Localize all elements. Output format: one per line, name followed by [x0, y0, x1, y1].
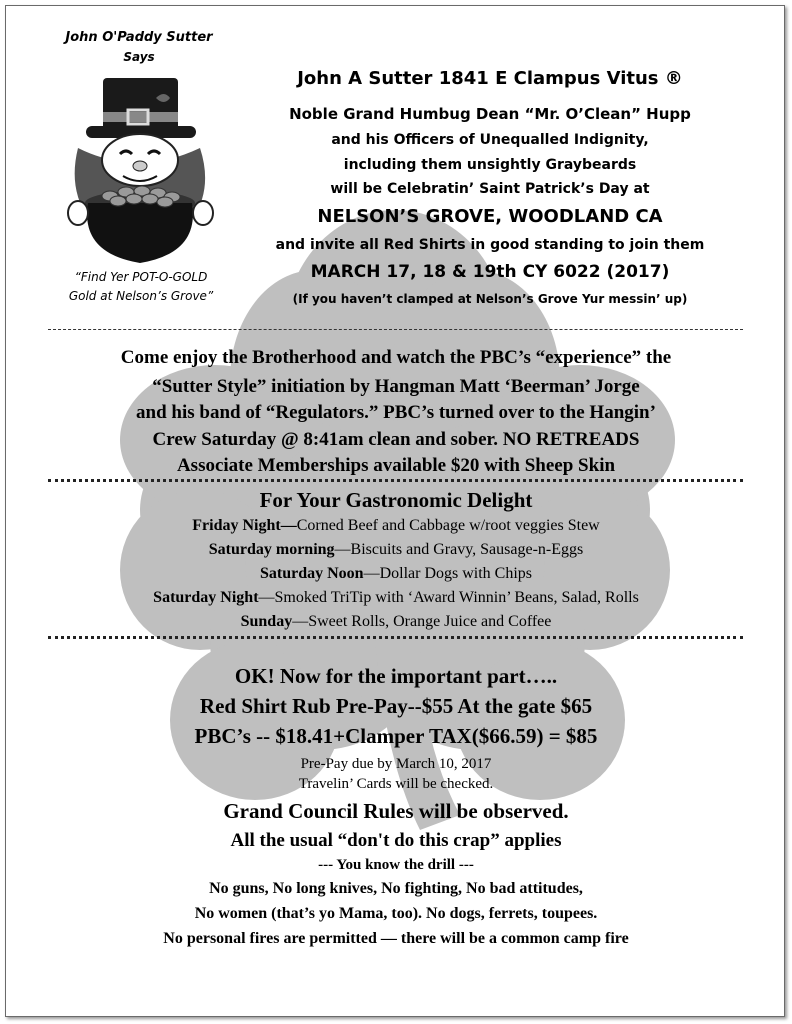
brotherhood-line: Come enjoy the Brotherhood and watch the PBC’s “experience” the [120, 347, 672, 368]
rules-title: Grand Council Rules will be observed. [223, 799, 569, 823]
header-note: (If you haven’t clamped at Nelson’s Grove Yur messin’ up) [292, 292, 688, 306]
menu-item-sep: — [280, 517, 297, 534]
mascot-says-line2: Says [123, 50, 155, 64]
pricing-headline: OK! Now for the important part….. [234, 664, 558, 688]
menu-item-label: Saturday Noon [259, 565, 364, 582]
menu-item [0, 517, 792, 535]
header-line2: and his Officers of Unequalled Indignity, [331, 132, 649, 148]
menu-item-sep: — [334, 541, 351, 558]
menu-item [0, 589, 792, 607]
rules-line4: No personal fires are permitted — there will be a common camp fire [163, 930, 629, 947]
menu-item [0, 565, 792, 583]
header-line5: and invite all Red Shirts in good standing to join them [275, 237, 705, 253]
menu-item-sep: — [363, 565, 380, 582]
divider-dotted [48, 636, 743, 639]
divider-dashed [48, 329, 743, 330]
mascot-caption-line2: Gold at Nelson’s Grove” [68, 289, 214, 303]
menu-item-text: Corned Beef and Cabbage w/root veggies Stew [296, 517, 600, 534]
menu-item-text: Dollar Dogs with Chips [379, 565, 533, 582]
brotherhood-line: Associate Memberships available $20 with Sheep Skin [176, 455, 616, 476]
rules-line2: No guns, No long knives, No fighting, No bad attitudes, [209, 880, 583, 897]
org-title: John A Sutter 1841 E Clampus Vitus ® [297, 68, 683, 89]
pbc-price: PBC’s -- $18.41+Clamper TAX($66.59) = $85 [194, 724, 598, 748]
menu-item-text: Biscuits and Gravy, Sausage-n-Eggs [350, 541, 584, 558]
rules-line1: All the usual “don't do this crap” applies [230, 830, 562, 851]
header-line1: Noble Grand Humbug Dean “Mr. O’Clean” Hupp [289, 105, 691, 123]
mascot-caption-line1: “Find Yer POT-O-GOLD [74, 270, 208, 284]
menu-item-sep: — [258, 589, 275, 606]
menu-item-text: Sweet Rolls, Orange Juice and Coffee [308, 613, 552, 630]
menu-item-label: Saturday Night [153, 589, 259, 606]
menu-title: For Your Gastronomic Delight [259, 488, 533, 512]
divider-dotted [48, 479, 743, 482]
event-location: NELSON’S GROVE, WOODLAND CA [317, 206, 663, 227]
header-line4: will be Celebratin’ Saint Patrick’s Day at [330, 181, 650, 197]
prepay-due: Pre-Pay due by March 10, 2017 [300, 756, 492, 772]
leprechaun-illustration [48, 68, 228, 268]
menu-item [0, 541, 792, 559]
menu-item [0, 613, 792, 631]
event-dates: MARCH 17, 18 & 19th CY 6022 (2017) [310, 262, 670, 282]
brotherhood-line: “Sutter Style” initiation by Hangman Matt ‘Beerman’ Jorge [152, 376, 640, 397]
menu-item-label: Friday Night [192, 517, 281, 534]
red-shirt-price: Red Shirt Rub Pre-Pay--$55 At the gate $65 [199, 694, 593, 718]
rules-drill: --- You know the drill --- [318, 857, 474, 873]
travelin-cards-note: Travelin’ Cards will be checked. [298, 776, 494, 792]
mascot-says-line1: John O'Paddy Sutter [65, 30, 213, 45]
menu-item-label: Saturday morning [208, 541, 335, 558]
menu-item-sep: — [292, 613, 309, 630]
brotherhood-line: Crew Saturday @ 8:41am clean and sober. NO RETREADS [152, 429, 640, 450]
menu-item-label: Sunday [240, 613, 293, 630]
menu-item-text: Smoked TriTip with ‘Award Winnin’ Beans, Salad, Rolls [274, 589, 639, 606]
header-line3: including them unsightly Graybeards [343, 157, 637, 173]
rules-line3: No women (that’s yo Mama, too). No dogs, ferrets, toupees. [194, 905, 598, 922]
brotherhood-line: and his band of “Regulators.” PBC’s turned over to the Hangin’ [136, 402, 656, 423]
